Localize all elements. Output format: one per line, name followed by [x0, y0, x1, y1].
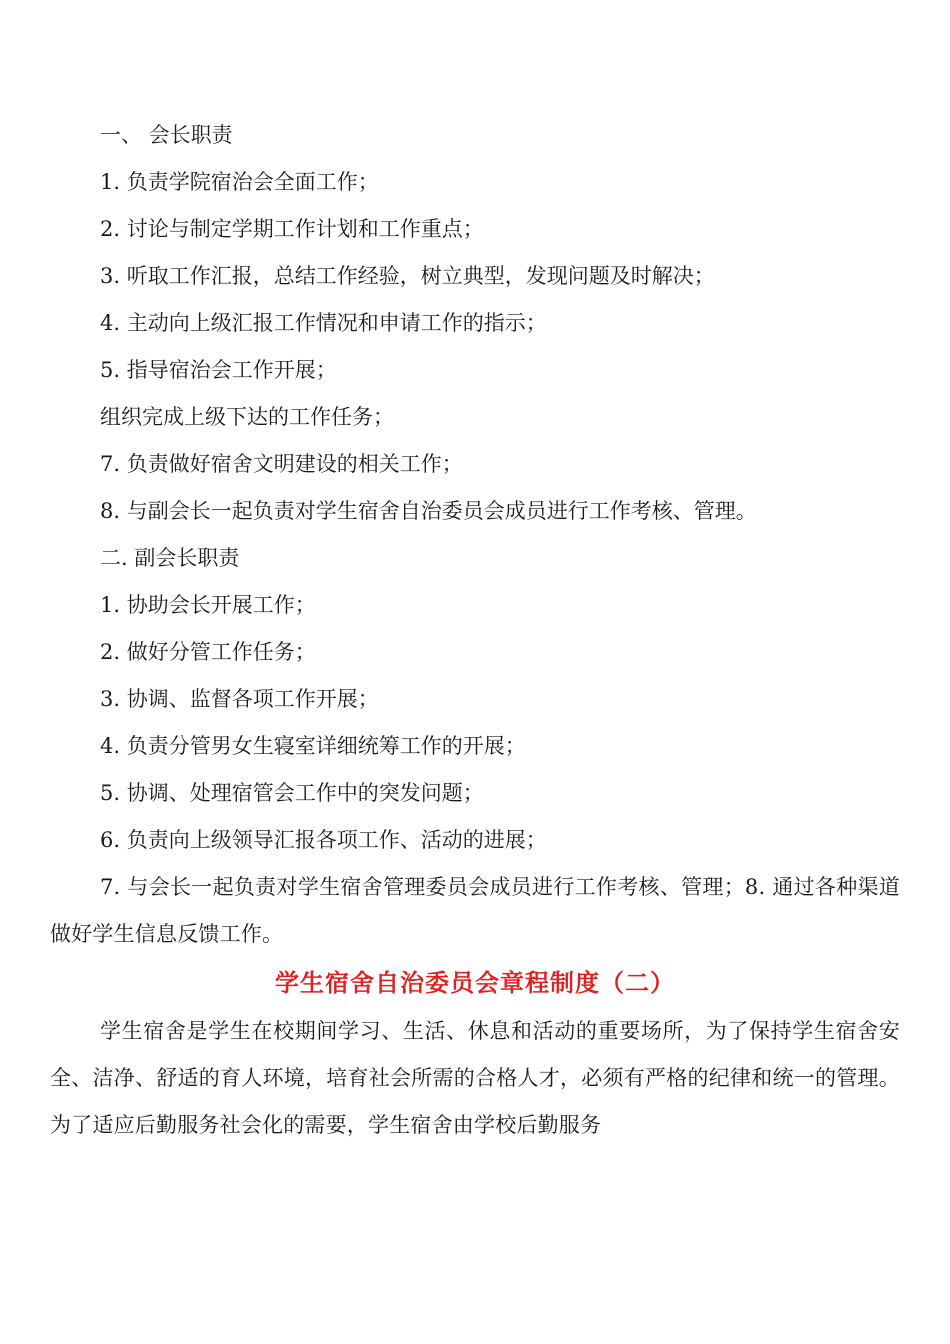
section2-item-6: 6. 负责向上级领导汇报各项工作、活动的进展； [100, 828, 547, 852]
section1-item-8: 8. 与副会长一起负责对学生宿舍自治委员会成员进行工作考核、管理。 [100, 499, 757, 523]
section3-paragraph: 学生宿舍是学生在校期间学习、生活、休息和活动的重要场所，为了保持学生宿舍安全、洁净、舒适的育人环境，培育社会所需的合格人才，必须有严格的纪律和统一的管理。为了适应后勤服务社会化的需要，学生宿舍由学校后勤服务 [50, 1019, 900, 1137]
section3-title: 学生宿舍自治委员会章程制度（二） [275, 968, 675, 997]
section2-item-3: 3. 协调、监督各项工作开展； [100, 687, 379, 711]
section1-item-1: 1. 负责学院宿治会全面工作； [100, 170, 379, 194]
section2-item-2: 2. 做好分管工作任务； [100, 640, 316, 664]
section1-item-3: 3. 听取工作汇报，总结工作经验，树立典型，发现问题及时解决； [100, 264, 715, 288]
section1-item-7: 7. 负责做好宿舍文明建设的相关工作； [100, 452, 463, 476]
section2-last-paragraph: 7. 与会长一起负责对学生宿舍管理委员会成员进行工作考核、管理；8. 通过各种渠道做好学生信息反馈工作。 [50, 875, 900, 946]
section2-heading: 二. 副会长职责 [100, 546, 240, 570]
section2-item-4: 4. 负责分管男女生寝室详细统筹工作的开展； [100, 734, 526, 758]
section2-item-5: 5. 协调、处理宿管会工作中的突发问题； [100, 781, 484, 805]
section1-item-5: 5. 指导宿治会工作开展； [100, 358, 337, 382]
section1-item-2: 2. 讨论与制定学期工作计划和工作重点； [100, 217, 484, 241]
section1-item-4: 4. 主动向上级汇报工作情况和申请工作的指示； [100, 311, 547, 335]
document-page [50, 112, 900, 1149]
section1-heading: 一、 会长职责 [100, 123, 233, 147]
section2-item-1: 1. 协助会长开展工作； [100, 593, 316, 617]
section1-item-6: 组织完成上级下达的工作任务； [100, 405, 394, 429]
